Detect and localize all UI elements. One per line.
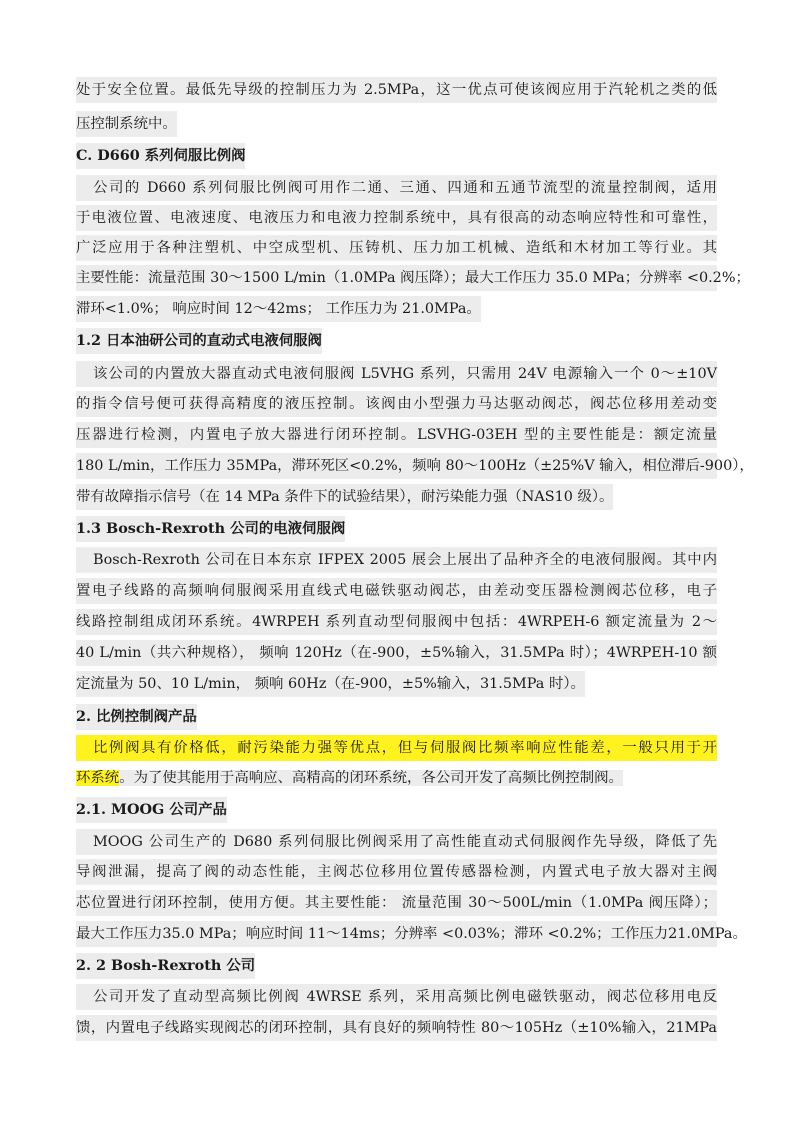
highlighted-line: 比例阀具有价格低，耐污染能力强等优点，但与伺服阀比频率响应性能差，一般只用于开 [76,735,717,761]
paragraph-line: 最大工作压力35.0 MPa；响应时间 11～14ms；分辨率 <0.03%；滞环 <0.2%；工作压力21.0MPa。 [76,921,717,947]
highlighted-text: 环系统 [76,770,120,786]
paragraph-line: 线路控制组成闭环系统。4WRPEH 系列直动型伺服阀中包括：4WRPEH-6 额定流量为 2～ [76,609,717,635]
paragraph-line: 主要性能：流量范围 30～1500 L/min（1.0MPa 阀压降）；最大工作压力 35.0 MPa；分辨率 <0.2%； [76,265,717,291]
paragraph-line: 导阀泄漏，提高了阀的动态性能，主阀芯位移用位置传感器检测，内置式电子放大器对主阀 [76,859,717,885]
section-heading: C. D660 系列伺服比例阀 [76,143,245,169]
paragraph-text: 。为了使其能用于高响应、高精高的闭环系统，各公司开发了高频比例控制阀。 [119,770,623,786]
section-heading: 2. 比例控制阀产品 [76,704,197,730]
paragraph-line: 该公司的内置放大器直动式电液伺服阀 L5VHG 系列，只需用 24V 电源输入一个 0～±10V [76,361,717,387]
paragraph-line: 定流量为 50、10 L/min， 频响 60Hz（在-900，±5%输入，31.5MPa 时）。 [76,671,585,697]
paragraph-line: 公司的 D660 系列伺服比例阀可用作二通、三通、四通和五通节流型的流量控制阀，适用 [76,175,717,201]
paragraph-line: MOOG 公司生产的 D680 系列伺服比例阀采用了高性能直动式伺服阀作先导级，降低了先 [76,829,717,855]
paragraph-line: 公司开发了直动型高频比例阀 4WRSE 系列，采用高频比例电磁铁驱动，阀芯位移用电反 [76,984,717,1010]
section-heading: 1.3 Bosch-Rexroth 公司的电液伺服阀 [76,516,345,542]
paragraph-line: Bosch-Rexroth 公司在日本东京 IFPEX 2005 展会上展出了品种齐全的电液伺服阀。其中内 [76,547,717,573]
paragraph-line: 压器进行检测，内置电子放大器进行闭环控制。LSVHG-03EH 型的主要性能是：额定流量 [76,422,717,448]
paragraph-line: 广泛应用于各种注塑机、中空成型机、压铸机、压力加工机械、造纸和木材加工等行业。其 [76,235,717,261]
paragraph-line: 滞环<1.0%； 响应时间 12～42ms； 工作压力为 21.0MPa。 [76,296,481,322]
paragraph-line: 馈，内置电子线路实现阀芯的闭环控制，具有良好的频响特性 80～105Hz（±10%输入，21MPa [76,1015,717,1041]
paragraph-line: 置电子线路的高频响伺服阀采用直线式电磁铁驱动阀芯，由差动变压器检测阀芯位移，电子 [76,578,717,604]
paragraph-line: 芯位置进行闭环控制，使用方便。其主要性能： 流量范围 30～500L/min（1.0MPa 阀压降）； [76,890,717,916]
paragraph-line: 40 L/min（共六种规格）， 频响 120Hz（在-900，±5%输入，31.5MPa 时）；4WRPEH-10 额 [76,640,717,666]
paragraph-line: 于电液位置、电液速度、电液压力和电液力控制系统中，具有很高的动态响应特性和可靠性， [76,205,717,231]
paragraph-line: 压控制系统中。 [76,111,177,137]
paragraph-line: 的指令信号便可获得高精度的液压控制。该阀由小型强力马达驱动阀芯，阀芯位移用差动变 [76,391,717,417]
section-heading: 2.1. MOOG 公司产品 [76,797,227,823]
paragraph-line: 处于安全位置。最低先导级的控制压力为 2.5MPa，这一优点可使该阀应用于汽轮机之类的低 [76,77,717,103]
paragraph-line [76,765,623,791]
section-heading: 2. 2 Bosh-Rexroth 公司 [76,953,255,979]
paragraph-line: 带有故障指示信号（在 14 MPa 条件下的试验结果），耐污染能力强（NAS10 级）。 [76,484,613,510]
section-heading: 1.2 日本油研公司的直动式电液伺服阀 [76,328,322,354]
paragraph-line: 180 L/min，工作压力 35MPa，滞环死区<0.2%，频响 80～100Hz（±25%V 输入，相位滞后-900）， [76,453,717,479]
